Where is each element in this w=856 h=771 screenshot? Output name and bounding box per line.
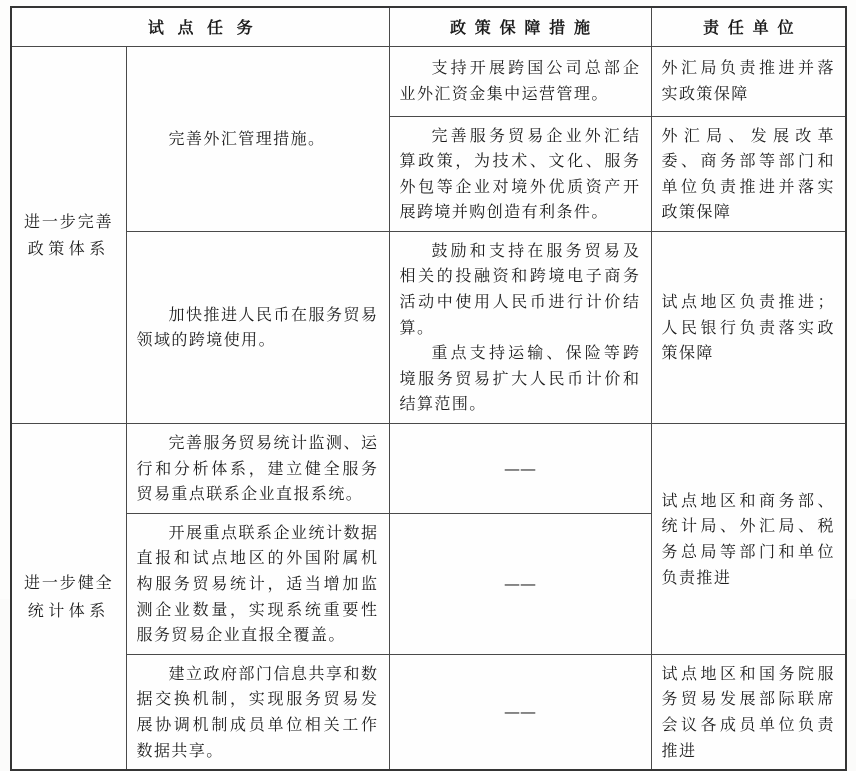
measure-text-paragraph-1: 鼓励和支持在服务贸易及相关的投融资和跨境电子商务活动中使用人民币进行计价结算。 [399, 240, 641, 337]
group-label-policy-system [11, 46, 126, 424]
column-header-policy-measures: 政策保障措施 [389, 7, 651, 46]
unit-cell [651, 116, 846, 231]
column-header-pilot-tasks: 试点任务 [11, 7, 389, 46]
task-text: 开展重点联系企业统计数据直报和试点地区的外国附属机构服务贸易统计，适当增加监测企业数量，实现系统重要性服务贸易企业直报全覆盖。 [136, 522, 379, 645]
measure-text: 支持开展跨国公司总部企业外汇资金集中运营管理。 [399, 58, 641, 103]
measure-cell [389, 231, 651, 423]
table-row [11, 46, 846, 116]
unit-text: 外汇局负责推进并落实政策保障 [661, 58, 835, 103]
measure-cell [389, 116, 651, 231]
task-cell [126, 46, 389, 231]
unit-text: 外汇局、发展改革委、商务部等部门和单位负责推进并落实政策保障 [661, 125, 835, 222]
unit-cell [651, 424, 846, 655]
measure-cell [389, 46, 651, 116]
task-cell [126, 654, 389, 770]
table-row [11, 231, 846, 423]
table-row [11, 654, 846, 770]
measure-cell-empty-dash: —— [389, 513, 651, 654]
unit-text: 试点地区负责推进；人民银行负责落实政策保障 [661, 292, 835, 363]
group-label-line1: 进一步完善 [23, 211, 114, 231]
unit-text: 试点地区和商务部、统计局、外汇局、税务总局等部门和单位负责推进 [661, 490, 835, 587]
task-text: 建立政府部门信息共享和数据交换机制，实现服务贸易发展协调机制成员单位相关工作数据共享。 [136, 663, 379, 760]
unit-text: 试点地区和国务院服务贸易发展部际联席会议各成员单位负责推进 [661, 663, 835, 760]
task-cell [126, 424, 389, 514]
pilot-tasks-table [10, 6, 847, 771]
unit-cell [651, 231, 846, 423]
measure-cell-empty-dash: —— [389, 424, 651, 514]
task-text: 完善服务贸易统计监测、运行和分析体系，建立健全服务贸易重点联系企业直报系统。 [136, 433, 379, 504]
task-text: 完善外汇管理措施。 [168, 128, 326, 148]
task-text: 加快推进人民币在服务贸易领域的跨境使用。 [136, 304, 379, 350]
group-label-line2: 政策体系 [27, 238, 110, 258]
group-label-line1: 进一步健全 [23, 573, 114, 593]
measure-text-paragraph-2: 重点支持运输、保险等跨境服务贸易扩大人民币计价和结算范围。 [399, 343, 641, 414]
measure-text: 完善服务贸易企业外汇结算政策，为技术、文化、服务外包等企业对境外优质资产开展跨境并购创造有利条件。 [399, 125, 641, 222]
unit-cell [651, 654, 846, 770]
column-header-responsible-units: 责任单位 [651, 7, 846, 46]
task-cell [126, 513, 389, 654]
table-header-row [11, 7, 846, 46]
unit-cell [651, 46, 846, 116]
group-label-line2: 统计体系 [27, 600, 110, 620]
measure-cell-empty-dash: —— [389, 654, 651, 770]
task-cell [126, 231, 389, 423]
group-label-statistics-system [11, 424, 126, 771]
table-row [11, 424, 846, 514]
